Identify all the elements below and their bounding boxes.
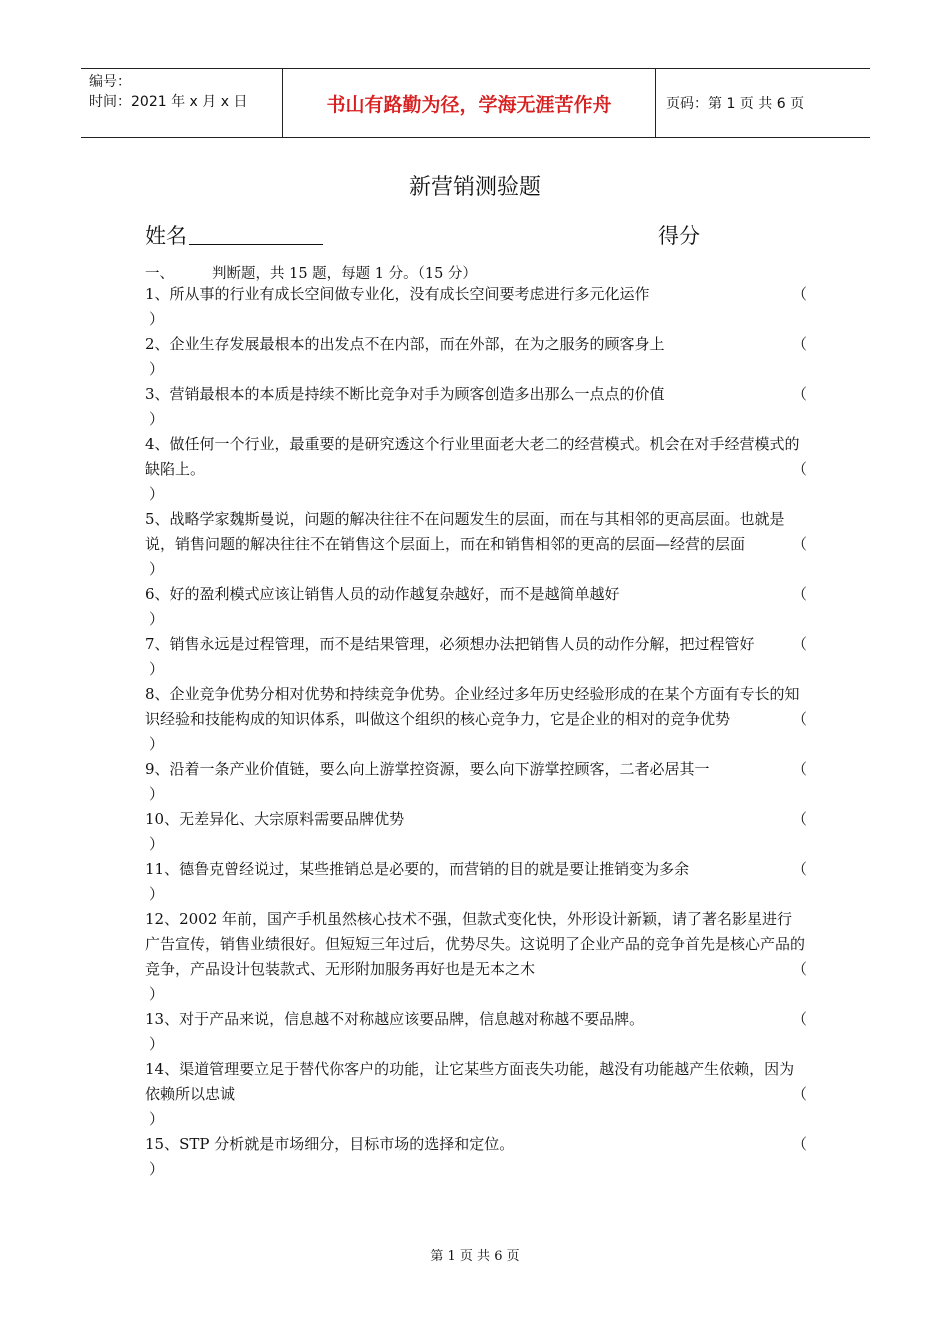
answer-paren-close: ）	[149, 1110, 165, 1128]
answer-paren-close: ）	[149, 735, 165, 753]
question-text: 15、STP 分析就是市场细分，目标市场的选择和定位。	[145, 1135, 515, 1153]
answer-paren-close: ）	[149, 785, 165, 803]
answer-paren-open[interactable]: （	[791, 285, 807, 303]
question-item	[145, 757, 807, 807]
answer-paren-close: ）	[149, 835, 165, 853]
section-number: 一、	[145, 266, 174, 282]
answer-paren-open[interactable]: （	[791, 585, 807, 603]
question-item	[145, 582, 807, 632]
question-text: 13、对于产品来说，信息越不对称越应该要品牌，信息越对称越不要品牌。	[145, 1010, 645, 1028]
question-item	[145, 507, 807, 582]
time-label: 时间：2021 年 x 月 x 日	[89, 94, 248, 110]
question-item	[145, 282, 807, 332]
question-item	[145, 632, 807, 682]
answer-paren-open[interactable]: （	[791, 760, 807, 778]
question-text: 9、沿着一条产业价值链，要么向上游掌控资源，要么向下游掌控顾客，二者必居其一	[145, 760, 710, 778]
question-item	[145, 907, 807, 1007]
question-item	[145, 857, 807, 907]
page-info: 页码：第 1 页 共 6 页	[666, 96, 805, 112]
question-text: 12、2002 年前，国产手机虽然核心技术不强，但款式变化快，外形设计新颖，请了著名影星进行广告宣传，销售业绩很好。但短短三年过后，优势尽失。这说明了企业产品的竞争首先是核心产品的竞争，产品设计包装款式、无形附加服务再好也是无本之木	[145, 910, 806, 978]
motto: 书山有路勤为径，学海无涯苦作舟	[282, 69, 656, 137]
page-title: 新营销测验题	[408, 175, 541, 200]
answer-paren-open[interactable]: （	[791, 385, 807, 403]
page-footer: 第 1 页 共 6 页	[430, 1249, 520, 1264]
answer-paren-close: ）	[149, 485, 165, 503]
section-text: 判断题，共 15 题，每题 1 分。（15 分）	[212, 266, 477, 282]
question-text: 2、企业生存发展最根本的出发点不在内部，而在外部，在为之服务的顾客身上	[145, 335, 665, 353]
header-table	[81, 68, 870, 138]
question-text: 5、战略学家魏斯曼说，问题的解决往往不在问题发生的层面，而在与其相邻的更高层面。也就是说，销售问题的解决往往不在销售这个层面上，而在和销售相邻的更高的层面—经营的层面	[145, 510, 785, 553]
answer-paren-open[interactable]: （	[791, 535, 807, 553]
question-item	[145, 1007, 807, 1057]
answer-paren-open[interactable]: （	[791, 460, 807, 478]
name-label: 姓名	[145, 224, 187, 248]
question-item	[145, 432, 807, 507]
question-item	[145, 807, 807, 857]
answer-paren-open[interactable]: （	[791, 1010, 807, 1028]
answer-paren-open[interactable]: （	[791, 960, 807, 978]
answer-paren-close: ）	[149, 660, 165, 678]
answer-paren-close: ）	[149, 885, 165, 903]
answer-paren-close: ）	[149, 1035, 165, 1053]
header-info-cell	[81, 69, 282, 137]
question-text: 3、营销最根本的本质是持续不断比竞争对手为顾客创造多出那么一点点的价值	[145, 385, 665, 403]
question-item	[145, 682, 807, 757]
score-label: 得分	[658, 224, 700, 248]
question-text: 4、做任何一个行业，最重要的是研究透这个行业里面老大老二的经营模式。机会在对手经营模式的缺陷上。	[145, 435, 800, 478]
question-text: 6、好的盈利模式应该让销售人员的动作越复杂越好，而不是越简单越好	[145, 585, 620, 603]
number-label: 编号：	[89, 74, 131, 90]
name-blank-line	[189, 244, 323, 245]
answer-paren-close: ）	[149, 360, 165, 378]
question-item	[145, 1132, 807, 1182]
question-text: 11、德鲁克曾经说过，某些推销总是必要的，而营销的目的就是要让推销变为多余	[145, 860, 690, 878]
question-item	[145, 1057, 807, 1132]
answer-paren-open[interactable]: （	[791, 810, 807, 828]
section-heading	[145, 262, 477, 283]
answer-paren-close: ）	[149, 610, 165, 628]
question-text: 7、销售永远是过程管理，而不是结果管理，必须想办法把销售人员的动作分解，把过程管好	[145, 635, 755, 653]
question-text: 1、所从事的行业有成长空间做专业化，没有成长空间要考虑进行多元化运作	[145, 285, 650, 303]
answer-paren-close: ）	[149, 410, 165, 428]
question-list	[145, 282, 807, 1182]
question-text: 10、无差异化、大宗原料需要品牌优势	[145, 810, 405, 828]
answer-paren-open[interactable]: （	[791, 635, 807, 653]
question-text: 14、渠道管理要立足于替代你客户的功能，让它某些方面丧失功能，越没有功能越产生依赖，因为依赖所以忠诚	[145, 1060, 795, 1103]
answer-paren-close: ）	[149, 985, 165, 1003]
question-item	[145, 332, 807, 382]
question-text: 8、企业竞争优势分相对优势和持续竞争优势。企业经过多年历史经验形成的在某个方面有专长的知识经验和技能构成的知识体系，叫做这个组织的核心竞争力，它是企业的相对的竞争优势	[145, 685, 800, 728]
answer-paren-close: ）	[149, 1160, 165, 1178]
answer-paren-open[interactable]: （	[791, 860, 807, 878]
answer-paren-open[interactable]: （	[791, 710, 807, 728]
answer-paren-open[interactable]: （	[791, 335, 807, 353]
answer-paren-open[interactable]: （	[791, 1085, 807, 1103]
answer-paren-close: ）	[149, 560, 165, 578]
answer-paren-close: ）	[149, 310, 165, 328]
question-item	[145, 382, 807, 432]
answer-paren-open[interactable]: （	[791, 1135, 807, 1153]
